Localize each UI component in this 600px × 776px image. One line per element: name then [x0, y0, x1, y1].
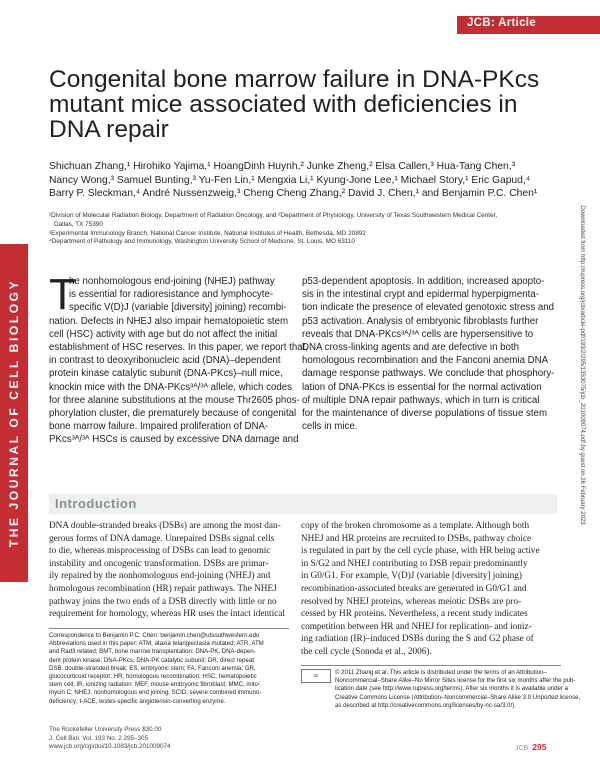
abstract-line: p53-dependent apoptosis. In addition, increased apopto-	[302, 276, 545, 287]
copyright-line: lication date (see http://www.rupress.org/terms). After six months it is available under a	[335, 685, 569, 693]
abstract-line: nation. Defects in NHEJ also impair hematopoietic stem	[49, 315, 289, 327]
abstract-line: is essential for radioresistance and lymphocyte-	[69, 289, 274, 301]
copyright-line: as described at http://creativecommons.org/licenses/by-nc-sa/3.0/).	[335, 701, 516, 709]
body-line: cessed by HR proteins. Nevertheless, a recent study indicates	[301, 609, 528, 620]
correspondence-footnote	[49, 628, 289, 706]
abstract-line: in contrast to deoxyribonucleic acid (DNA)–dependent	[49, 355, 281, 367]
footer-journal: JCB	[515, 745, 529, 752]
body-line: recombination-associated breaks are generated in G0/G1 and	[301, 583, 527, 594]
body-line: resolved by NHEJ proteins, whereas meiotic DSBs are pro-	[301, 596, 522, 607]
abstract-line: p53 activation. Analysis of embryonic fibroblasts further	[302, 315, 539, 327]
abstract-line: knockin mice with the DNA-PKcs³ᴬ/³ᴬ allele, which codes	[49, 381, 292, 393]
page-number: 295	[532, 742, 547, 752]
introduction-heading-bar	[49, 494, 557, 514]
intro-left-column	[49, 520, 287, 621]
journal-tag: JCB: Article	[467, 17, 536, 29]
abstract-left-column	[49, 270, 308, 447]
body-line: to die, whereas misprocessing of DSBs can lead to genomic	[49, 546, 271, 557]
abstract-line: sis in the intestinal crypt and epidermal hyperpigmenta-	[302, 289, 539, 301]
body-line: NHEJ and HR proteins are recruited to DSBs, pathway choice	[301, 533, 532, 544]
author-line: Nancy Wong,³ Samuel Bunting,³ Yu-Fen Lin,¹ Mengxia Li,¹ Kyung-Jone Lee,¹ Michael Story,¹ Eric Gapud,⁴	[49, 174, 531, 186]
abstract-line: of multiple DNA repair pathways, which in turn is critical	[302, 394, 540, 406]
abstract-line: establishment of HSC reserves. In this paper, we report that,	[49, 342, 308, 354]
footnote-line: stem cell; IR, ionizing radiation; MEF, mouse embryonic fibroblast; MMC, mito-	[49, 681, 260, 689]
abstract-line: damage response pathways. We conclude that phosphory-	[302, 368, 555, 380]
creative-commons-logo: cc	[301, 669, 331, 683]
abstract-line: cell (HSC) activity with age but do not affect the initial	[49, 328, 278, 340]
body-line: in G0/G1. For example, V(D)J (variable [diversity] joining)	[301, 571, 523, 582]
intro-right-column	[301, 520, 539, 659]
body-line: ing radiation (IR)–induced DSBs during the S and G2 phase of	[301, 634, 534, 645]
affiliations	[49, 212, 549, 247]
body-line: homologous recombination (HR) repair pathways. The NHEJ	[49, 583, 277, 594]
abstract-line: bone marrow failure. Impaired proliferation of DNA-	[49, 421, 269, 433]
footnote-line: Abbreviations used in this paper: ATM, ataxia telangiectasia mutated; ATR, ATM	[49, 640, 264, 648]
abstract-line: he nonhomologous end-joining (NHEJ) pathway	[69, 276, 275, 287]
author-line: Barry P. Sleckman,⁴ André Nussenzweig,³ Cheng Cheng Zhang,² David J. Chen,¹ and Benjamin P.C. Chen¹	[49, 188, 538, 199]
body-line: the cell cycle (Sonoda et al., 2006).	[301, 646, 432, 657]
body-line: competition between HR and NHEJ for replication- and ioniz-	[301, 621, 532, 632]
abstract-line: for the maintenance of diverse populations of tissue stem	[302, 408, 548, 420]
abstract-line: homologous recombination and the Fanconi anemia DNA	[302, 355, 549, 367]
journal-section-banner	[457, 16, 600, 34]
footnote-line: deficiency; t-ACE, testes-specific angiotensin-converting enzyme.	[49, 697, 226, 705]
journal-name-sidebar	[0, 244, 28, 582]
body-line: is regulated in part by the cell cycle phase, with HR being active	[301, 546, 540, 557]
footnote-line: DSB, double-stranded break; ES, embryonic stem; FA, Fanconi anemia; GR,	[49, 664, 256, 672]
abstract-line: DNA cross-linking agents and are defective in both	[302, 342, 520, 354]
author-line: Shichuan Zhang,¹ Hirohiko Yajima,¹ HoangDinh Huynh,² Junke Zheng,² Elsa Callen,³ Hua-Tang Chen,³	[49, 161, 516, 172]
abstract-line: PKcs³ᴬ/³ᴬ HSCs is caused by excessive DNA damage and	[49, 434, 299, 446]
footnote-line: and Rad3 related; BMT, bone marrow transplantation; DNA-PK, DNA-depen-	[49, 648, 256, 656]
body-line: instability and oncogenic transformation. DSBs are primar-	[49, 558, 269, 569]
footer-line: The Rockefeller University Press $30.00	[49, 726, 162, 733]
page-footer	[515, 742, 546, 752]
introduction-heading: Introduction	[55, 496, 137, 511]
abstract-line: phorylation cluster, die prematurely because of congenital	[49, 408, 297, 420]
title-line: DNA repair	[49, 116, 169, 143]
abstract-line: for three alanine substitutions at the mouse Thr2605 phos-	[49, 394, 300, 406]
abstract-line: tion indicate the presence of elevated genotoxic stress and	[302, 302, 555, 314]
body-line: requirement for homology, whereas HR uses the intact identical	[49, 609, 285, 620]
abstract-line: cells in mice.	[302, 421, 358, 433]
body-line: DNA double-stranded breaks (DSBs) are among the most dan-	[49, 521, 281, 531]
body-line: ily repaired by the nonhomologous end-joining (NHEJ) and	[49, 571, 271, 582]
title-line: mutant mice associated with deficiencies in	[49, 91, 518, 118]
footnote-line: Correspondence to Benjamin P.C. Chen: benjamin.chen@utsouthwestern.edu	[49, 632, 260, 639]
footer-line: J. Cell Biol. Vol. 193 No. 2 295–305	[49, 734, 149, 742]
abstract-line: reveals that DNA-PKcs³ᴬ/³ᴬ cells are hypersensitive to	[302, 328, 534, 340]
abstract-line: lation of DNA-PKcs is essential for the normal activation	[302, 381, 542, 393]
body-line: pathway joins the two ends of a DSB directly with little or no	[49, 596, 277, 607]
footnote-line: glucocorticoid receptor; HR, homologous recombination; HSC, hematopoietic	[49, 673, 257, 681]
copyright-line: © 2011 Zhang et al. This article is distributed under the terms of an Attribution–	[335, 669, 547, 676]
footnote-line: mycin C; NHEJ, nonhomologous end joining; SCID, severe combined immuno-	[49, 689, 262, 697]
body-line: gerous forms of DNA damage. Unrepaired DSBs signal cells	[49, 533, 275, 544]
article-title	[49, 66, 540, 143]
download-note-text: Downloaded from http://rupress.org/jcb/article-pdf/193/2/295/1353075/jcb_201009074.pdf by guest on 26 February 2023	[579, 205, 585, 525]
affiliation-line: Dallas, TX 75390	[54, 220, 103, 228]
body-line: copy of the broken chromosome as a template. Although both	[301, 521, 530, 531]
journal-name: THE JOURNAL OF CELL BIOLOGY	[7, 278, 21, 548]
abstract-line: protein kinase catalytic subunit (DNA-PKcs)–null mice,	[49, 368, 283, 380]
copyright-line: Creative Commons License (Attribution–Noncommercial–Share Alike 3.0 Unported license,	[335, 693, 581, 701]
abstract-right-column	[302, 275, 555, 433]
footnote-line: dent protein kinase; DNA-PKcs, DNA-PK catalytic subunit; DR, direct repeat;	[49, 656, 256, 664]
abstract-line: specific V(D)J (variable [diversity] joining) recombi-	[69, 302, 287, 314]
footer-line: www.jcb.org/cgi/doi/10.1083/jcb.201009074	[49, 743, 171, 750]
body-line: in S/G2 and NHEJ contributing to DSB repair predominantly	[301, 558, 528, 569]
copyright-notice	[301, 665, 581, 710]
drop-cap: T	[49, 270, 76, 319]
author-list	[49, 160, 539, 201]
affiliation-line: ¹Division of Molecular Radiation Biology, Department of Radiation Oncology, and ²Department of Physiology, University of Texas Southwestern Medical Center,	[49, 212, 498, 219]
affiliation-line: ⁴Department of Pathology and Immunology, Washington University School of Medicine, St. Louis, MO 63110	[49, 238, 355, 246]
title-line: Congenital bone marrow failure in DNA-PKcs	[49, 66, 540, 93]
publisher-footer	[49, 726, 170, 752]
copyright-line: Noncommercial–Share Alike–No Mirror Sites license for the first six months after the pub-	[335, 677, 576, 685]
download-note	[576, 190, 588, 540]
affiliation-line: ³Experimental Immunology Branch, National Cancer Institute, National Institutes of Health, Bethesda, MD 20892	[49, 229, 366, 237]
